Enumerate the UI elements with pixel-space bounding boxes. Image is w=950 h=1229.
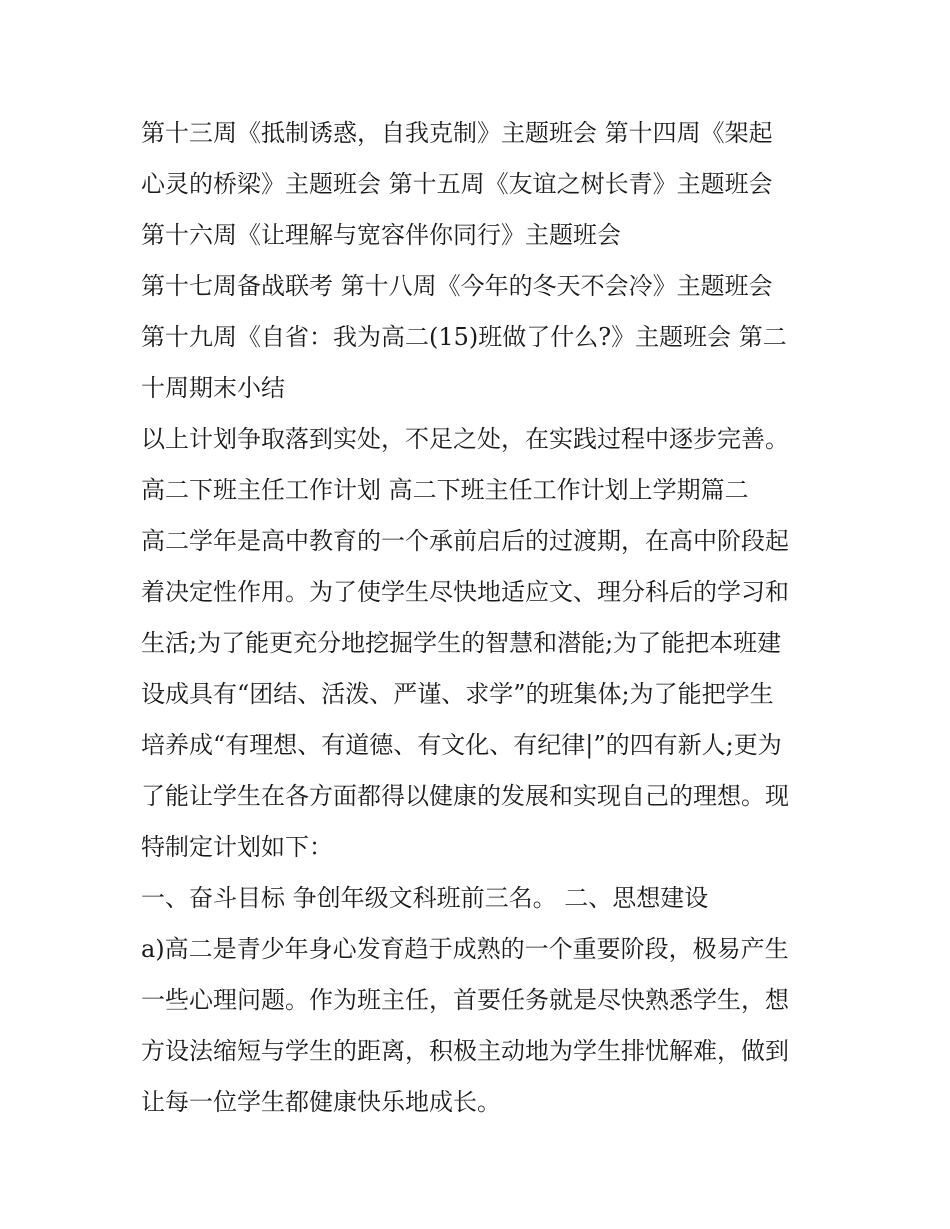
text-line: 高二学年是高中教育的一个承前启后的过渡期，在高中阶段起 [141, 527, 789, 555]
text-line: a)高二是青少年身心发育趋于成熟的一个重要阶段，极易产生 [141, 935, 789, 963]
text-line: 第十三周《抵制诱惑，自我克制》主题班会 第十四周《架起 [141, 119, 773, 147]
text-line: 设成具有“团结、活泼、严谨、求学”的班集体;为了能把学生 [141, 680, 774, 708]
text-line: 高二下班主任工作计划 高二下班主任工作计划上学期篇二 [141, 476, 749, 504]
text-line: 一些心理问题。作为班主任，首要任务就是尽快熟悉学生，想 [141, 986, 789, 1014]
text-line: 方设法缩短与学生的距离，积极主动地为学生排忧解难，做到 [141, 1037, 789, 1065]
text-line: 着决定性作用。为了使学生尽快地适应文、理分科后的学习和 [141, 578, 789, 606]
text-line: 第十九周《自省：我为高二(15)班做了什么?》主题班会 第二 [141, 323, 787, 351]
text-line: 一、奋斗目标 争创年级文科班前三名。 二、思想建设 [141, 884, 709, 912]
text-line: 第十七周备战联考 第十八周《今年的冬天不会冷》主题班会 [141, 272, 773, 300]
text-line: 培养成“有理想、有道德、有文化、有纪律|”的四有新人;更为 [141, 731, 782, 759]
text-line: 心灵的桥梁》主题班会 第十五周《友谊之树长青》主题班会 [141, 170, 773, 198]
text-line: 特制定计划如下： [141, 833, 333, 861]
text-line: 以上计划争取落到实处，不足之处，在实践过程中逐步完善。 [141, 425, 789, 453]
text-line: 生活;为了能更充分地挖掘学生的智慧和潜能;为了能把本班建 [141, 629, 782, 657]
document-body [141, 108, 821, 1128]
text-line: 了能让学生在各方面都得以健康的发展和实现自己的理想。现 [141, 782, 789, 810]
text-line: 第十六周《让理解与宽容伴你同行》主题班会 [141, 221, 621, 249]
text-line: 十周期末小结 [141, 374, 285, 402]
text-line: 让每一位学生都健康快乐地成长。 [141, 1088, 501, 1116]
